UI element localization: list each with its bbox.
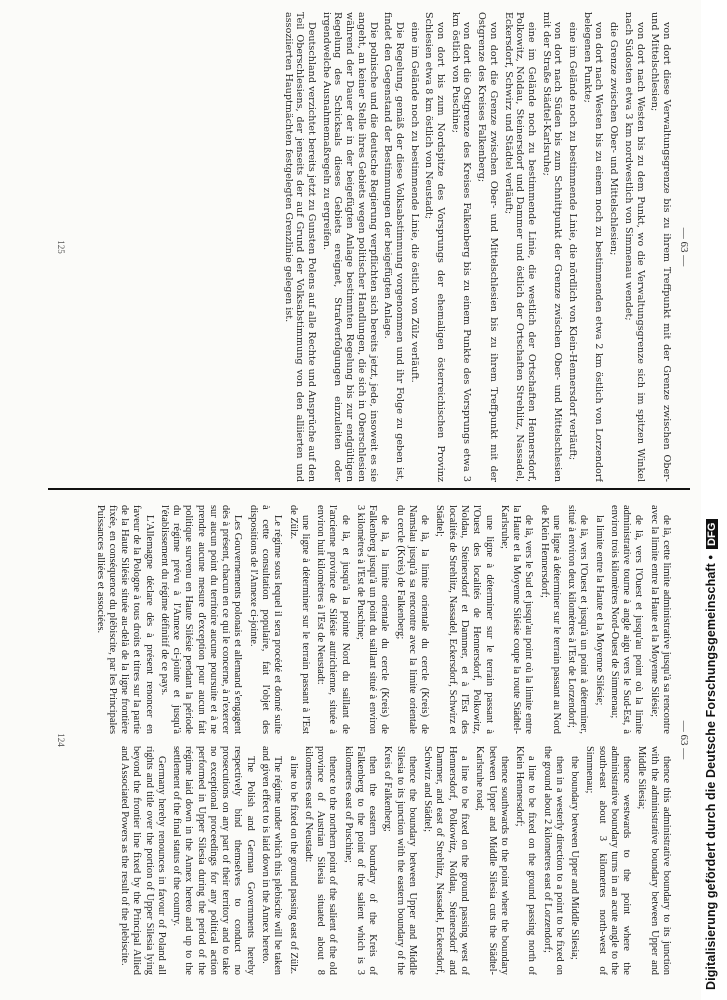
page-header: — 63 — bbox=[678, 227, 690, 267]
page-right bbox=[50, 12, 690, 482]
paragraph: la limite entre la Haute et la Moyenne Silésie; bbox=[593, 515, 605, 706]
dfg-logo: DFG bbox=[706, 520, 718, 550]
paragraph: Die Regelung, gemäß der diese Volksabstimmung vorgenommen und ihr Folge zu geben ist, findet den Gegenstand der Bestimmungen der beigefügten Anlage. bbox=[382, 12, 405, 482]
paragraph: Les Gouvernements polonais et allemand s'engagent dès à présent, chacun en ce qui le concerne, à n'exercer sur aucun point du territoire aucune poursuite et à ne prendre aucune mesure d'exception pour aucun fait politique survenu en Haute Silésie pendant la période du régime prévu à l'Annexe ci-jointe et jusqu'à l'établissement du régime définitif de ce pays. bbox=[158, 505, 244, 734]
french-column bbox=[72, 505, 672, 734]
paragraph: une ligne à déterminer sur le terrain passant à l'Est de Zülz. bbox=[287, 505, 311, 734]
dfg-watermark-strip bbox=[701, 0, 727, 1000]
paragraph: then in a westerly direction to a point to be fixed on the ground about 2 kilometres east of Lorzendorf; bbox=[541, 746, 565, 975]
paragraph: de là, vers le Sud et jusqu'au point où la limite entre la Haute et la Moyenne Silésie coupe la route Städtel-Karlsruhe; bbox=[498, 505, 535, 734]
paragraph: thence to the northern point of the salient of the old province of Austrian Silesia situated about 8 kilometres east of Neustadt: bbox=[302, 746, 339, 975]
paragraph: Le régime sous lequel il sera procédé et donné suite à cette consultation populaire, fait l'objet des dispositions de l'Annexe ci-jointe. bbox=[247, 505, 284, 734]
page-divider-rule bbox=[48, 488, 690, 490]
page-left bbox=[50, 505, 690, 975]
paragraph: Germany hereby renounces in favour of Poland all rights and title over the portion of Upper Silesia lying beyond the frontier line fixed by the Principal Allied and Associated Powers as the result of the plebiscite. bbox=[119, 746, 167, 975]
paragraph: a line to be fixed on the ground passing north of Klein Hennersdorf; bbox=[514, 746, 538, 975]
paragraph: de là, et jusqu'à la pointe Nord du saillant de l'ancienne province de Silésie autrichienne, située à environ huit kilomètres à l'Est de Neustadt: bbox=[315, 505, 351, 734]
dfg-watermark bbox=[704, 10, 718, 990]
paragraph: a line to be fixed on the ground passing east of Zülz. bbox=[287, 756, 299, 975]
paragraph: de là, la limite orientale du cercle (Kreis) de Namslau jusqu'à sa rencontre avec la limite orientale du cercle (Kreis) de Falkenberg; bbox=[394, 505, 431, 734]
paragraph: thence southwards to the point where the boundary between Upper and Middle Silesia cuts the Städtel-Karlsruhe road; bbox=[474, 746, 510, 975]
paragraph: thence this administrative boundary to its junction with the administrative boundary between Upper and Middle Silesia; bbox=[636, 746, 672, 975]
page-header: — 63 — bbox=[678, 720, 690, 760]
paragraph: Die polnische und die deutsche Regierung verpflichten sich bereits jetzt, jede, insoweit es sie angeht, an keiner Stelle ihres Gebiets wegen politischer Handlungen, die sich in Oberschlesien während der Dauer der in der beigefügten Anlage bestimmten Regelung bis zur endgültigen Regelung des Schicksals dieses Gebiets ereignet, Strafverfolgungen einzuleiten oder irgendwelche Ausnahmemaßregeln zu ergreifen. bbox=[320, 12, 379, 482]
paragraph: eine im Gelände noch zu bestimmende Linie, die westlich der Ortschaften Hennersdorf, Polkowitz, Noldau, Steinersdorf und Dammer und östlich der Ortschaften Strehlitz, Nassadel, Eckersdorf, Schwirz und Städtel verläuft; bbox=[502, 12, 537, 482]
paragraph: L'Allemagne déclare dès à présent renoncer en faveur de la Pologne à tous droits et titres sur la partie de la Haute Silésie située au-delà de la ligne frontière fixée, en conséquence du plébiscite, par les Principales Puissances alliées et associées. bbox=[94, 505, 155, 734]
paragraph: eine im Gelände noch zu bestimmende Linie, die östlich von Zülz verläuft. bbox=[408, 22, 420, 383]
paragraph: Deutschland verzichtet bereits jetzt zu Gunsten Polens auf alle Rechte und Ansprüche auf den Teil Oberschlesiens, der jenseits der auf Grund der Volksabstimmung von den alliierten und assoziierten Hauptmächten festgelegten Grenzlinie gelegen ist. bbox=[282, 12, 318, 482]
paragraph: von dort die Grenze zwischen Ober- und Mittelschlesien bis zu ihrem Treffpunkt mit der Ostgrenze des Kreises Falkenberg; bbox=[476, 12, 499, 482]
paragraph: von dort nach Westen bis zu einem noch zu bestimmenden etwa 2 km östlich von Lorzendorf belegenen Punkte; bbox=[581, 12, 605, 482]
paragraph: une ligne à déterminer sur le terrain passant au Nord de Klein Hennersdorf; bbox=[538, 505, 562, 734]
paragraph: de là, vers l'Ouest et jusqu'à un point à déterminer, situé à environ deux kilomètres à l'Est de Lorzendorf; bbox=[566, 505, 590, 734]
page-number: 125 bbox=[56, 240, 66, 254]
paragraph: eine im Gelände noch zu bestimmende Linie, die nördlich von Klein-Hennersdorf verläuft; bbox=[567, 22, 579, 461]
paragraph: von dort nach Süden bis zum Schnittpunkt der Grenze zwischen Ober- und Mittelschlesien mit der Straße Städtel-Karlsruhe; bbox=[540, 12, 564, 482]
paragraph: von dort nach Westen bis zu dem Punkt, wo die Verwaltungsgrenze sich im spitzen Winkel nach Südosten etwa 3 km nordwestlich von Simmenau wendet; bbox=[622, 12, 646, 482]
paragraph: von dort diese Verwaltungsgrenze bis zu ihrem Treffpunkt mit der Grenze zwischen Ober- und Mittelschlesien; bbox=[649, 12, 672, 482]
paragraph: von dort bis zum Nordspitze des Vorsprungs der ehemaligen österreichischen Provinz Schlesien etwa 8 km östlich von Neustadt; bbox=[423, 12, 447, 482]
paragraph: the boundary between Upper and Middle Silesia; bbox=[569, 756, 581, 960]
page-number: 124 bbox=[56, 733, 66, 747]
paragraph: thence the boundary between Upper and Middle Silesia to its junction with the eastern boundary of the Kreis of Falkenberg; bbox=[382, 746, 418, 975]
paragraph: de là, cette limite administrative jusqu'à sa rencontre avec la limite entre la Haute et la Moyenne Silésie; bbox=[648, 505, 672, 734]
paragraph: a line to be fixed on the ground passing west of Hennersdorf, Polkowitz, Noldau, Steinersdorf and Dammer, and east of Strehlitz, Nassadel, Eckersdorf, Schwirz and Städtel; bbox=[422, 746, 471, 975]
paragraph: then the eastern boundary of the Kreis of Falkenberg to the point of the salient which is 3 kilometres east of Puschine; bbox=[342, 746, 379, 975]
paragraph: de là, vers l'Ouest et jusqu'au point où la limite administrative tourne à angle aigu vers le Sud-Est, à environ trois kilomètres Nord-Ouest de Simmenau; bbox=[608, 505, 645, 734]
paragraph: de là, la limite orientale du cercle (Kreis) de Falkenberg jusqu'à un point du saillant situé à environ 3 kilomètres à l'Est de Puschine; bbox=[354, 505, 391, 734]
paragraph: The Polish and German Governments hereby respectively bind themselves to conduct no prosecutions on any part of their territory and to take no exceptional proceedings for any political action performed in Upper Silesia during the period of the régime laid down in the Annex hereto and up to the settlement of the final status of the country. bbox=[171, 746, 256, 975]
dfg-watermark-text: Digitalisierung gefördert durch die Deutsche Forschungsgemeinschaft • bbox=[704, 555, 718, 990]
german-column bbox=[72, 12, 672, 482]
paragraph: thence westwards to the point where the administrative boundary turns in an acute angle to the south-east about 3 kilometres north-west of Simmenau; bbox=[584, 746, 633, 975]
paragraph: une ligne à déterminer sur le terrain passant à l'Ouest des localités de Hennersdorf, Polkowitz, Noldau, Steinersdorf et Dammer, et à l'Est des localités de Strehlitz, Nassadel, Eckersdorf, Schwirz et Städtel; bbox=[434, 505, 495, 734]
paragraph: The régime under which this plebiscite will be taken and given effect to is laid down in the Annex hereto. bbox=[260, 746, 284, 975]
paragraph: die Grenze zwischen Ober- und Mittelschlesien; bbox=[608, 22, 620, 256]
paragraph: von dort die Ostgrenze des Kreises Falkenberg bis zu einem Punkte des Vorsprungs etwa 3 km östlich von Puschine; bbox=[449, 12, 473, 482]
english-column bbox=[72, 746, 672, 975]
